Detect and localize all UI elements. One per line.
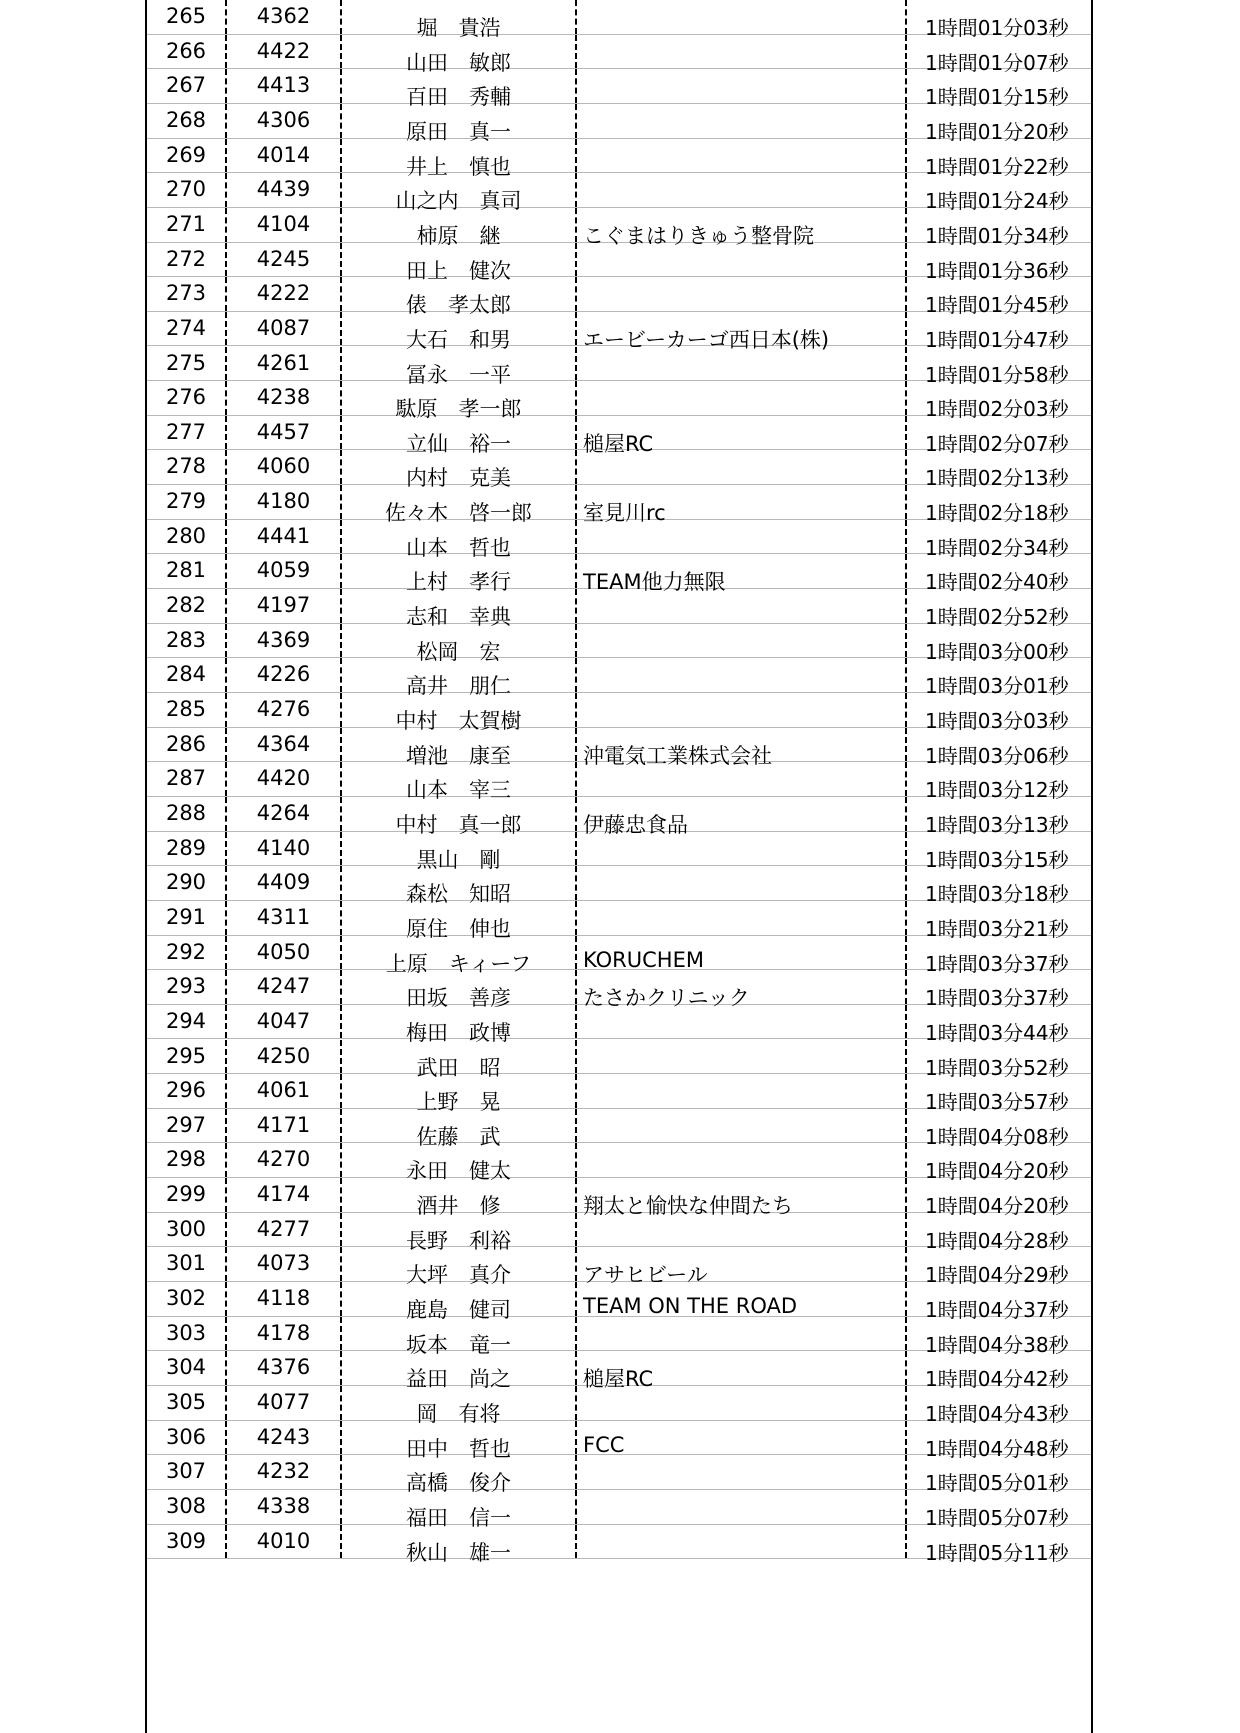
rank-cell: 287 [147,762,227,796]
bib-number-cell: 4376 [227,1351,342,1385]
bib-number-cell: 4439 [227,173,342,207]
bib-number-cell: 4178 [227,1317,342,1351]
team-name-cell: 伊藤忠食品 [577,797,907,831]
team-name-cell [577,139,907,173]
bib-number-cell: 4061 [227,1074,342,1108]
table-row [147,1490,1091,1530]
rank-cell: 278 [147,450,227,484]
finish-time-cell: 1時間04分20秒 [925,1159,1069,1184]
rank-cell: 268 [147,104,227,138]
rank-cell: 307 [147,1455,227,1489]
team-name-cell [577,658,907,692]
bib-number-cell: 4420 [227,762,342,796]
rank-cell: 269 [147,139,227,173]
team-name-cell [577,243,907,277]
table-row [147,624,1091,664]
finish-time-cell: 1時間01分58秒 [925,362,1069,387]
runner-name-cell: 大石 和男 [342,312,577,346]
team-name-cell [577,762,907,796]
table-row [147,1317,1091,1357]
rank-cell: 309 [147,1525,227,1559]
bib-number-cell: 4276 [227,693,342,727]
rank-cell: 300 [147,1213,227,1247]
finish-time-cell: 1時間04分08秒 [925,1124,1069,1149]
rank-cell: 288 [147,797,227,831]
rank-cell: 284 [147,658,227,692]
runner-name-cell: 鹿島 健司 [342,1282,577,1316]
finish-time-cell: 1時間04分28秒 [925,1228,1069,1253]
rank-cell: 301 [147,1247,227,1281]
bib-number-cell: 4338 [227,1490,342,1524]
finish-time-cell: 1時間01分07秒 [925,50,1069,75]
bib-number-cell: 4014 [227,139,342,173]
team-name-cell: KORUCHEM [577,936,907,970]
table-row [147,1421,1091,1461]
runner-name-cell: 田中 哲也 [342,1421,577,1455]
team-name-cell [577,381,907,415]
team-name-cell [577,1040,907,1074]
table-row [147,381,1091,422]
finish-time-cell: 1時間03分06秒 [925,743,1069,768]
table-row [147,1213,1091,1253]
finish-time-cell: 1時間01分20秒 [925,119,1069,144]
bib-number-cell: 4422 [227,35,342,69]
finish-time-cell: 1時間03分12秒 [925,778,1069,803]
rank-cell: 293 [147,970,227,1004]
table-row [147,1074,1091,1115]
bib-number-cell: 4073 [227,1247,342,1281]
rank-cell: 267 [147,69,227,103]
table-row [147,1386,1091,1426]
table-row [147,970,1091,1011]
table-row [147,69,1091,110]
team-name-cell: こぐまはりきゅう整骨院 [577,208,907,242]
team-name-cell [577,520,907,554]
team-name-cell: アサヒビール [577,1247,907,1281]
runner-name-cell: 上原 キィーフ [342,936,577,970]
team-name-cell [577,1143,907,1177]
runner-name-cell: 梅田 政博 [342,1005,577,1039]
bib-number-cell: 4243 [227,1421,342,1455]
bib-number-cell: 4140 [227,832,342,866]
bib-number-cell: 4245 [227,243,342,277]
table-row [147,1525,1091,1565]
table-row [147,1178,1091,1219]
team-name-cell: 室見川rc [577,485,907,519]
results-table [145,0,1093,1733]
bib-number-cell: 4087 [227,312,342,346]
table-row [147,485,1091,526]
rank-cell: 265 [147,0,227,34]
runner-name-cell: 冨永 一平 [342,347,577,381]
finish-time-cell: 1時間04分37秒 [925,1298,1069,1323]
table-row [147,1247,1091,1288]
runner-name-cell: 中村 真一郎 [342,797,577,831]
table-row [147,139,1091,179]
runner-name-cell: 高井 朋仁 [342,658,577,692]
team-name-cell [577,1490,907,1524]
bib-number-cell: 4180 [227,485,342,519]
table-row [147,1005,1091,1045]
bib-number-cell: 4077 [227,1386,342,1420]
team-name-cell: TEAM ON THE ROAD [577,1282,907,1316]
finish-time-cell: 1時間03分03秒 [925,709,1069,733]
runner-name-cell: 山本 哲也 [342,520,577,554]
table-row [147,762,1091,803]
finish-time-cell: 1時間03分13秒 [925,812,1069,837]
team-name-cell [577,35,907,69]
team-name-cell [577,1386,907,1420]
rank-cell: 295 [147,1040,227,1074]
runner-name-cell: 佐々木 啓一郎 [342,485,577,519]
finish-time-cell: 1時間03分00秒 [925,639,1069,664]
table-row [147,832,1091,872]
runner-name-cell: 山本 宰三 [342,762,577,796]
rank-cell: 306 [147,1421,227,1455]
table-row [147,0,1091,40]
finish-time-cell: 1時間05分01秒 [925,1471,1069,1496]
finish-time-cell: 1時間03分57秒 [925,1090,1069,1115]
finish-time-cell: 1時間02分18秒 [925,501,1069,526]
finish-time-cell: 1時間04分42秒 [925,1367,1069,1392]
runner-name-cell: 立仙 裕一 [342,416,577,450]
finish-time-cell: 1時間01分34秒 [925,223,1069,248]
rank-cell: 274 [147,312,227,346]
bib-number-cell: 4306 [227,104,342,138]
table-row [147,173,1091,214]
bib-number-cell: 4364 [227,728,342,762]
rank-cell: 294 [147,1005,227,1039]
runner-name-cell: 松岡 宏 [342,624,577,658]
team-name-cell [577,624,907,658]
bib-number-cell: 4232 [227,1455,342,1489]
team-name-cell [577,173,907,207]
finish-time-cell: 1時間01分15秒 [925,85,1069,110]
finish-time-cell: 1時間05分07秒 [925,1505,1069,1530]
runner-name-cell: 上村 孝行 [342,554,577,588]
team-name-cell [577,347,907,381]
table-row [147,347,1091,387]
rank-cell: 272 [147,243,227,277]
team-name-cell [577,1074,907,1108]
finish-time-cell: 1時間01分36秒 [925,258,1069,283]
team-name-cell [577,450,907,484]
rank-cell: 286 [147,728,227,762]
runner-name-cell: 田上 健次 [342,243,577,277]
runner-name-cell: 柿原 継 [342,208,577,242]
finish-time-cell: 1時間04分43秒 [925,1402,1069,1426]
bib-number-cell: 4250 [227,1040,342,1074]
bib-number-cell: 4413 [227,69,342,103]
runner-name-cell: 原田 真一 [342,104,577,138]
team-name-cell: たさかクリニック [577,970,907,1004]
finish-time-cell: 1時間03分01秒 [925,674,1069,699]
finish-time-cell: 1時間01分47秒 [925,327,1069,352]
runner-name-cell: 岡 有将 [342,1386,577,1420]
team-name-cell [577,866,907,900]
runner-name-cell: 大坪 真介 [342,1247,577,1281]
finish-time-cell: 1時間03分37秒 [925,951,1069,976]
runner-name-cell: 長野 利裕 [342,1213,577,1247]
table-row [147,1109,1091,1149]
rank-cell: 280 [147,520,227,554]
rank-cell: 292 [147,936,227,970]
bib-number-cell: 4010 [227,1525,342,1559]
team-name-cell [577,1317,907,1351]
table-row [147,1143,1091,1184]
bib-number-cell: 4118 [227,1282,342,1316]
table-row [147,589,1091,630]
finish-time-cell: 1時間01分24秒 [925,189,1069,214]
bib-number-cell: 4409 [227,866,342,900]
bib-number-cell: 4060 [227,450,342,484]
runner-name-cell: 百田 秀輔 [342,69,577,103]
bib-number-cell: 4222 [227,277,342,311]
finish-time-cell: 1時間05分11秒 [925,1540,1069,1565]
finish-time-cell: 1時間04分20秒 [925,1194,1069,1219]
rank-cell: 266 [147,35,227,69]
runner-name-cell: 黒山 剛 [342,832,577,866]
rank-cell: 302 [147,1282,227,1316]
team-name-cell: 槌屋RC [577,1351,907,1385]
finish-time-cell: 1時間03分21秒 [925,916,1069,941]
finish-time-cell: 1時間03分15秒 [925,847,1069,872]
rank-cell: 308 [147,1490,227,1524]
rank-cell: 277 [147,416,227,450]
runner-name-cell: 堀 貴浩 [342,0,577,34]
team-name-cell: 沖電気工業株式会社 [577,728,907,762]
rank-cell: 296 [147,1074,227,1108]
finish-time-cell: 1時間03分44秒 [925,1020,1069,1045]
team-name-cell: エービーカーゴ西日本(株) [577,312,907,346]
bib-number-cell: 4174 [227,1178,342,1212]
finish-time-cell: 1時間03分52秒 [925,1055,1069,1080]
runner-name-cell: 田坂 善彦 [342,970,577,1004]
runner-name-cell: 俵 孝太郎 [342,277,577,311]
finish-time-cell: 1時間03分37秒 [925,986,1069,1011]
table-row [147,277,1091,318]
finish-time-cell: 1時間04分38秒 [925,1332,1069,1357]
rank-cell: 275 [147,347,227,381]
team-name-cell: 翔太と愉快な仲間たち [577,1178,907,1212]
runner-name-cell: 酒井 修 [342,1178,577,1212]
bib-number-cell: 4311 [227,901,342,935]
table-row [147,936,1091,976]
runner-name-cell: 内村 克美 [342,450,577,484]
team-name-cell [577,104,907,138]
table-row [147,35,1091,75]
rank-cell: 281 [147,554,227,588]
runner-name-cell: 益田 尚之 [342,1351,577,1385]
runner-name-cell: 秋山 雄一 [342,1525,577,1559]
finish-time-cell: 1時間03分18秒 [925,882,1069,907]
table-row [147,1282,1091,1323]
rank-cell: 282 [147,589,227,623]
finish-time-cell: 1時間01分45秒 [925,293,1069,318]
runner-name-cell: 森松 知昭 [342,866,577,900]
runner-name-cell: 中村 太賀樹 [342,693,577,727]
finish-time-cell: 1時間02分52秒 [925,605,1069,630]
rank-cell: 305 [147,1386,227,1420]
table-row [147,866,1091,907]
bib-number-cell: 4171 [227,1109,342,1143]
bib-number-cell: 4277 [227,1213,342,1247]
table-row [147,658,1091,699]
runner-name-cell: 坂本 竜一 [342,1317,577,1351]
rank-cell: 299 [147,1178,227,1212]
rank-cell: 279 [147,485,227,519]
finish-time-cell: 1時間01分03秒 [925,16,1069,40]
runner-name-cell: 福田 信一 [342,1490,577,1524]
runner-name-cell: 原住 伸也 [342,901,577,935]
team-name-cell [577,589,907,623]
bib-number-cell: 4247 [227,970,342,1004]
rank-cell: 283 [147,624,227,658]
table-row [147,1040,1091,1080]
bib-number-cell: 4047 [227,1005,342,1039]
rank-cell: 303 [147,1317,227,1351]
runner-name-cell: 上野 晃 [342,1074,577,1108]
team-name-cell: FCC [577,1421,907,1455]
finish-time-cell: 1時間04分48秒 [925,1436,1069,1461]
team-name-cell [577,1005,907,1039]
team-name-cell [577,1455,907,1489]
table-row [147,520,1091,560]
table-row [147,728,1091,768]
table-row [147,104,1091,144]
table-row [147,797,1091,837]
finish-time-cell: 1時間02分40秒 [925,570,1069,595]
bib-number-cell: 4050 [227,936,342,970]
team-name-cell [577,277,907,311]
team-name-cell [577,1525,907,1559]
rank-cell: 273 [147,277,227,311]
table-row [147,693,1091,733]
team-name-cell [577,1109,907,1143]
runner-name-cell: 永田 健太 [342,1143,577,1177]
runner-name-cell: 佐藤 武 [342,1109,577,1143]
runner-name-cell: 増池 康至 [342,728,577,762]
finish-time-cell: 1時間02分03秒 [925,397,1069,422]
bib-number-cell: 4226 [227,658,342,692]
finish-time-cell: 1時間02分07秒 [925,431,1069,456]
team-name-cell [577,1213,907,1247]
table-row [147,312,1091,352]
rank-cell: 270 [147,173,227,207]
rank-cell: 289 [147,832,227,866]
table-row [147,450,1091,491]
team-name-cell [577,0,907,34]
rank-cell: 285 [147,693,227,727]
table-row [147,243,1091,283]
team-name-cell [577,693,907,727]
runner-name-cell: 志和 幸典 [342,589,577,623]
finish-time-cell: 1時間02分13秒 [925,466,1069,491]
rank-cell: 271 [147,208,227,242]
table-row [147,208,1091,248]
table-row [147,416,1091,456]
bib-number-cell: 4104 [227,208,342,242]
runner-name-cell: 駄原 孝一郎 [342,381,577,415]
table-row [147,554,1091,595]
team-name-cell: 槌屋RC [577,416,907,450]
bib-number-cell: 4261 [227,347,342,381]
runner-name-cell: 山之内 真司 [342,173,577,207]
bib-number-cell: 4441 [227,520,342,554]
team-name-cell [577,901,907,935]
bib-number-cell: 4264 [227,797,342,831]
rank-cell: 298 [147,1143,227,1177]
team-name-cell: TEAM他力無限 [577,554,907,588]
finish-time-cell: 1時間04分29秒 [925,1263,1069,1288]
runner-name-cell: 山田 敏郎 [342,35,577,69]
runner-name-cell: 井上 慎也 [342,139,577,173]
team-name-cell [577,832,907,866]
finish-time-cell: 1時間01分22秒 [925,154,1069,179]
bib-number-cell: 4362 [227,0,342,34]
bib-number-cell: 4197 [227,589,342,623]
rank-cell: 290 [147,866,227,900]
bib-number-cell: 4369 [227,624,342,658]
bib-number-cell: 4457 [227,416,342,450]
team-name-cell [577,69,907,103]
table-row [147,1455,1091,1496]
rank-cell: 297 [147,1109,227,1143]
bib-number-cell: 4238 [227,381,342,415]
runner-name-cell: 武田 昭 [342,1040,577,1074]
bib-number-cell: 4059 [227,554,342,588]
rank-cell: 291 [147,901,227,935]
rank-cell: 304 [147,1351,227,1385]
bib-number-cell: 4270 [227,1143,342,1177]
runner-name-cell: 高橋 俊介 [342,1455,577,1489]
table-row [147,1351,1091,1392]
finish-time-cell: 1時間02分34秒 [925,535,1069,560]
table-row [147,901,1091,941]
rank-cell: 276 [147,381,227,415]
